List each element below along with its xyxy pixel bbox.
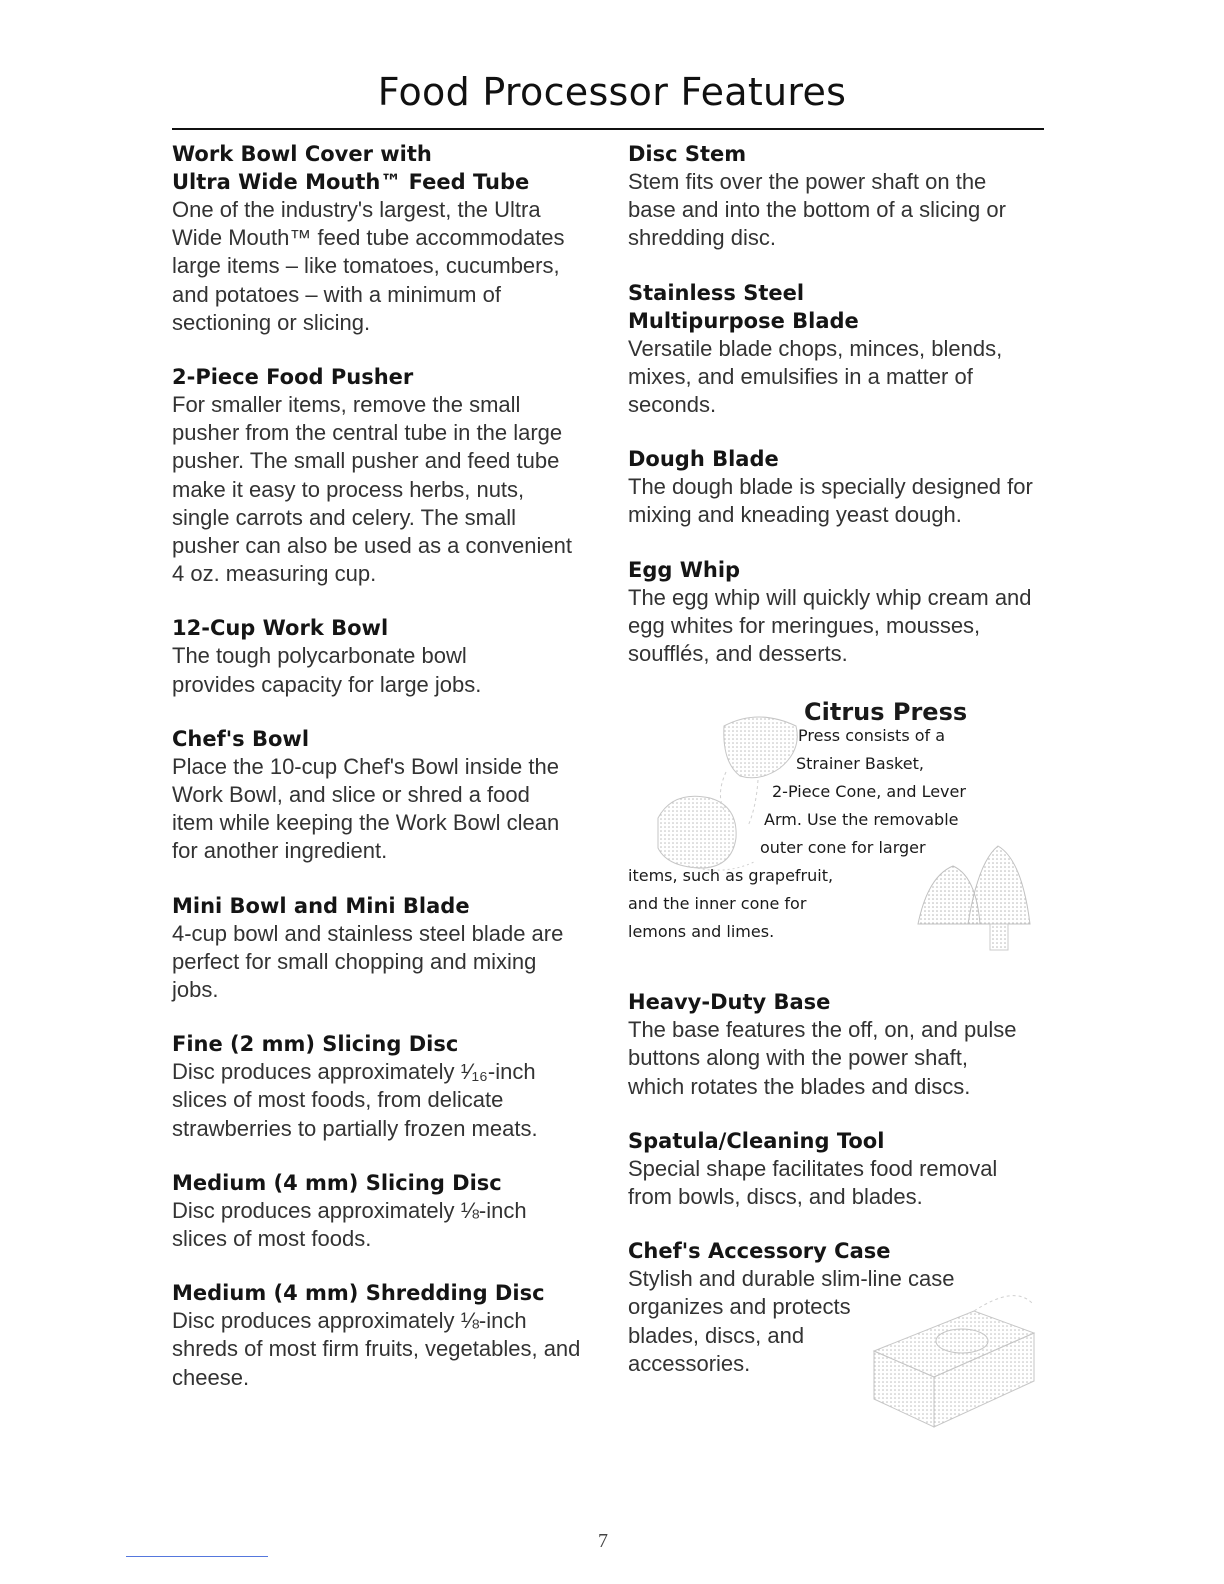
feature-heading: Medium (4 mm) Slicing Disc <box>172 1170 502 1195</box>
feature-heading: Chef's Bowl <box>172 726 310 751</box>
left-column <box>172 140 602 1392</box>
feature-heading: Stainless Steel Multipurpose Blade <box>628 280 859 333</box>
feature-body: Disc produces approximately ⅛-inch slices of most foods. <box>172 1197 527 1252</box>
feature-fine-slicing-disc <box>172 1030 602 1143</box>
feature-body: For smaller items, remove the small pusher from the central tube in the large pusher. The small pusher and feed tube make it easy to process herbs, nuts, single carrots and celery. The small pusher can also be used as a convenient 4 oz. measuring cup. <box>172 392 572 587</box>
citrus-line: Press consists of a <box>798 726 946 746</box>
feature-heading: Heavy-Duty Base <box>628 990 831 1015</box>
case-line: blades, discs, and <box>628 1322 805 1348</box>
feature-body: The tough polycarbonate bowl provides capacity for large jobs. <box>172 643 482 697</box>
citrus-line: outer cone for larger <box>760 838 926 858</box>
feature-heading: Chef's Accessory Case <box>628 1239 891 1264</box>
feature-dough-blade <box>628 445 1048 529</box>
feature-citrus-press <box>628 698 1048 954</box>
feature-work-bowl <box>172 614 602 698</box>
feature-heading: Dough Blade <box>628 447 779 472</box>
feature-egg-whip <box>628 556 1048 669</box>
feature-heading: Work Bowl Cover with Ultra Wide Mouth™ Feed Tube <box>172 142 530 194</box>
citrus-line: Arm. Use the removable <box>764 810 959 830</box>
feature-body: Place the 10-cup Chef's Bowl inside the Work Bowl, and slice or shred a food item while keeping the Work Bowl clean for another ingredient. <box>172 753 560 864</box>
feature-heading: 12-Cup Work Bowl <box>172 616 389 641</box>
feature-heading: Disc Stem <box>628 142 747 166</box>
feature-body: The dough blade is specially designed for mixing and kneading yeast dough. <box>628 474 1033 528</box>
feature-mini-bowl <box>172 892 602 1005</box>
feature-medium-shredding-disc <box>172 1279 602 1392</box>
feature-heading: Fine (2 mm) Slicing Disc <box>172 1032 459 1057</box>
feature-body: One of the industry's largest, the Ultra Wide Mouth™ feed tube accommodates large items – like tomatoes, cucumbers, and potatoes – with a minimum of sectioning or slicing. <box>172 197 565 335</box>
feature-multipurpose-blade <box>628 279 1048 420</box>
page-title: Food Processor Features <box>377 70 847 114</box>
feature-heading: Mini Bowl and Mini Blade <box>172 893 470 918</box>
feature-food-pusher <box>172 363 602 588</box>
case-line: Stylish and durable slim-line case <box>628 1266 955 1292</box>
feature-heading: Citrus Press <box>804 698 968 727</box>
title-divider <box>172 128 1044 130</box>
case-line: organizes and protects <box>628 1294 851 1320</box>
page-number: 7 <box>598 1530 608 1552</box>
feature-chefs-bowl <box>172 725 602 866</box>
feature-heading: Spatula/Cleaning Tool <box>628 1128 885 1153</box>
feature-body: The egg whip will quickly whip cream and egg whites for meringues, mousses, soufflés, and desserts. <box>628 584 1032 667</box>
citrus-line: Strainer Basket, <box>796 754 924 774</box>
feature-accessory-case <box>628 1237 1048 1378</box>
case-line: accessories. <box>628 1350 751 1376</box>
feature-heading: 2-Piece Food Pusher <box>172 365 414 390</box>
feature-body: The base features the off, on, and pulse buttons along with the power shaft, which rotates the blades and discs. <box>628 1017 1017 1099</box>
citrus-line: 2-Piece Cone, and Lever <box>772 782 966 802</box>
citrus-cones-icon <box>918 846 1030 950</box>
feature-body: Disc produces approximately ¹⁄₁₆-inch slices of most foods, from delicate strawberries to partially frozen meats. <box>172 1059 538 1141</box>
feature-body: Special shape facilitates food removal from bowls, discs, and blades. <box>628 1155 998 1210</box>
feature-spatula <box>628 1127 1048 1211</box>
citrus-line: and the inner cone for <box>628 894 807 914</box>
accessory-case-icon <box>854 1281 1044 1431</box>
feature-heavy-duty-base <box>628 988 1048 1101</box>
feature-heading: Medium (4 mm) Shredding Disc <box>172 1281 545 1306</box>
citrus-line: lemons and limes. <box>628 922 775 942</box>
right-column <box>628 140 1048 1378</box>
feature-work-bowl-cover <box>172 140 602 337</box>
footer-rule <box>126 1556 268 1557</box>
feature-body: Stem fits over the power shaft on the base and into the bottom of a slicing or shredding disc. <box>628 169 1006 251</box>
feature-medium-slicing-disc <box>172 1169 602 1253</box>
feature-body: 4-cup bowl and stainless steel blade are perfect for small chopping and mixing jobs. <box>172 920 564 1003</box>
feature-disc-stem <box>628 140 1048 253</box>
feature-heading: Egg Whip <box>628 557 741 582</box>
feature-body: Disc produces approximately ⅛-inch shreds of most firm fruits, vegetables, and cheese. <box>172 1308 581 1390</box>
feature-body: Versatile blade chops, minces, blends, mixes, and emulsifies in a matter of seconds. <box>628 335 1003 418</box>
citrus-line: items, such as grapefruit, <box>628 866 834 886</box>
